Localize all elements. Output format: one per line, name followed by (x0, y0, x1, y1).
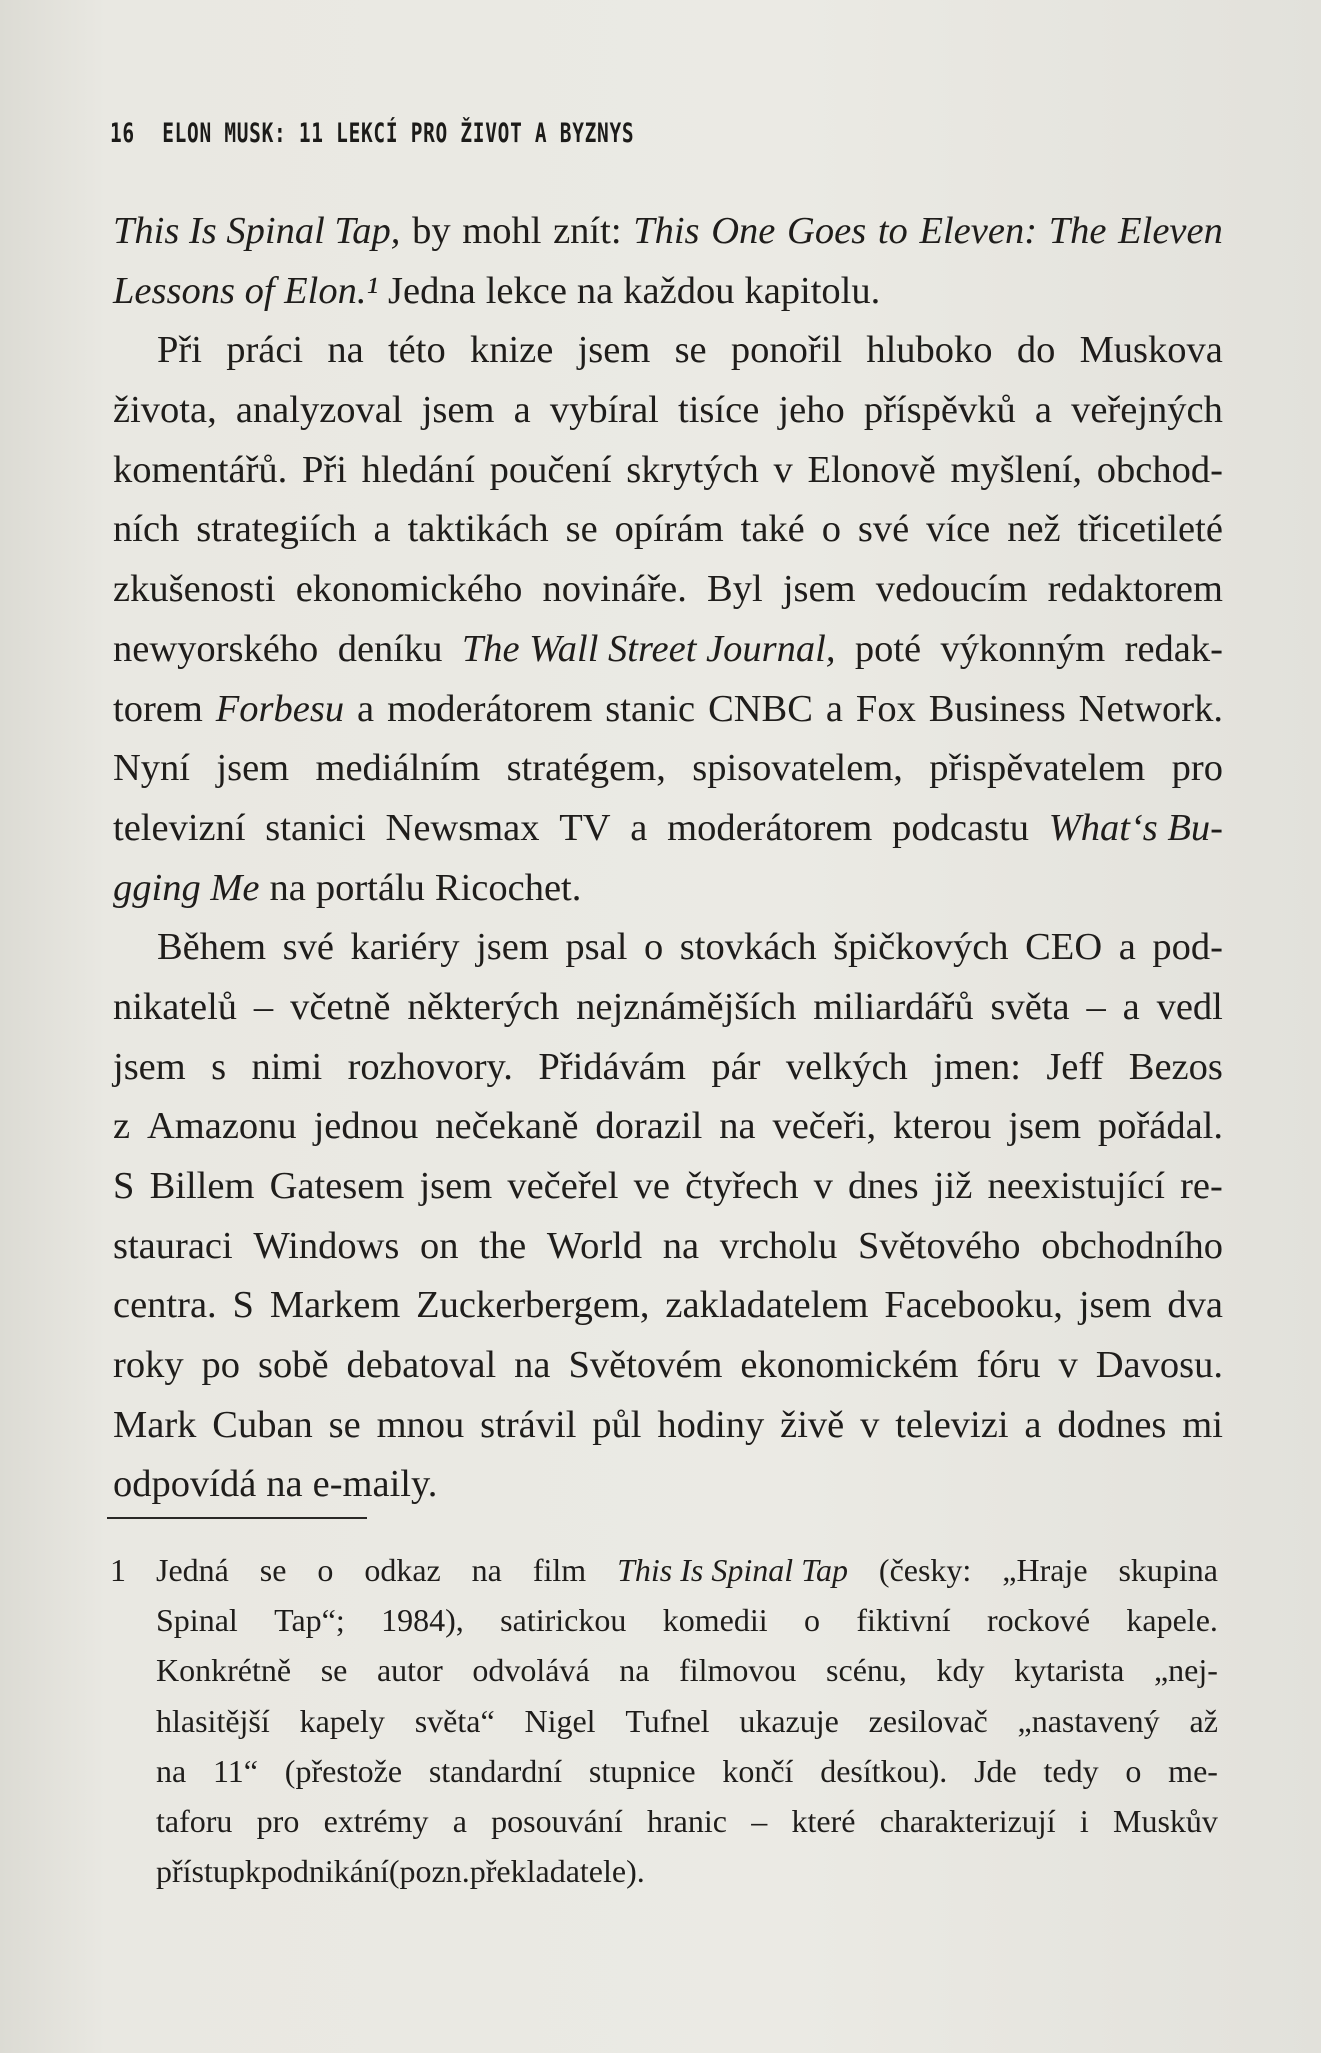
body-word: Forbesu (215, 687, 345, 730)
body-word: mohl (462, 210, 542, 252)
body-word: on (420, 1224, 459, 1267)
body-line (113, 1455, 1223, 1515)
body-word: pořádal. (1097, 1105, 1223, 1148)
body-word: e-maily. (312, 1463, 438, 1506)
footnote-word: komedii (662, 1602, 768, 1639)
body-word: S (232, 1284, 254, 1327)
body-word: jsem (113, 1045, 186, 1088)
footnote-word: Nigel (524, 1702, 596, 1739)
body-word: spisovatelem, (692, 747, 903, 790)
body-line (113, 262, 1223, 322)
body-word: Facebooku, (884, 1284, 1063, 1327)
body-word: veřejných (1071, 389, 1223, 432)
footnote-line (156, 1846, 1218, 1896)
body-word: Fox (855, 687, 916, 730)
body-word: pro (1171, 747, 1223, 790)
footnote-word: pro (256, 1802, 300, 1839)
body-word: taktikách (407, 508, 549, 551)
footnote-word: přístup (156, 1853, 245, 1890)
footnote-word: skupina (1118, 1552, 1218, 1588)
body-word: nejznámějších (576, 985, 797, 1028)
body-word: portálu (315, 866, 425, 909)
body-word: na (514, 1344, 551, 1387)
body-word: na (269, 866, 306, 909)
body-word: skrytých (626, 448, 759, 491)
footnote-word: hlasitější (156, 1702, 270, 1739)
body-word: stratégem, (506, 747, 666, 790)
footnote-word: – (751, 1802, 768, 1839)
body-word: hluboko (866, 329, 993, 372)
body-word: gging Me (113, 866, 260, 909)
body-word: stovkách (679, 926, 817, 969)
body-word: velkých (785, 1045, 908, 1088)
body-word: torem (113, 687, 203, 730)
body-word: práci (226, 329, 304, 372)
footnote-line (156, 1796, 1218, 1846)
body-word: neexistující (987, 1165, 1165, 1207)
body-line (113, 680, 1223, 740)
footnote-word: ukazuje (739, 1702, 839, 1739)
footnote-word: taforu (156, 1802, 233, 1839)
body-word: deníku (337, 627, 443, 670)
body-word: jsem (1008, 1105, 1082, 1148)
body-word: přispěvatelem (929, 747, 1146, 790)
body-word: The (1048, 210, 1107, 252)
body-word: hledání (361, 448, 475, 491)
body-word: dodnes (1057, 1403, 1167, 1446)
body-text (113, 202, 1223, 1515)
body-word: Amazonu (147, 1105, 297, 1148)
body-word: příspěvků (863, 389, 1016, 432)
body-word: ekonomického (295, 568, 523, 611)
body-word: CEO (1025, 926, 1103, 969)
footnote-word: Spinal (156, 1602, 238, 1639)
body-word: opírám (614, 508, 724, 551)
body-word: světa (990, 985, 1070, 1028)
body-word: Newsmax (385, 806, 540, 849)
body-word: a (1024, 1403, 1042, 1446)
body-word: What‘s Bu- (1048, 806, 1223, 849)
footnote-word: Tufnel (625, 1702, 710, 1739)
footnote-word: desítkou). (820, 1752, 948, 1789)
body-word: živě (780, 1403, 845, 1446)
footnote-word: světa“ (414, 1702, 495, 1739)
body-word: na (719, 1105, 756, 1148)
body-word: This (633, 210, 700, 252)
body-word: této (387, 329, 446, 372)
body-word: psal (565, 926, 628, 969)
body-word: na (662, 1224, 700, 1267)
body-word: v (813, 1165, 833, 1207)
body-word: fóru (976, 1344, 1041, 1387)
body-word: mnou (376, 1403, 465, 1446)
footnote-word: autor (376, 1652, 443, 1689)
body-word: na (266, 1463, 303, 1506)
body-word: Bezos (1128, 1045, 1223, 1088)
body-word: Jedna (388, 269, 476, 312)
body-line (113, 1157, 1223, 1217)
body-line (113, 1276, 1223, 1336)
footnote-word: me- (1168, 1752, 1218, 1789)
body-word: dnes (848, 1165, 919, 1207)
footnote-word: This Is Spinal Tap (617, 1552, 848, 1588)
body-word: Během (157, 926, 267, 969)
body-word: Muskova (1079, 329, 1223, 372)
body-word: CNBC (708, 687, 813, 730)
body-word: zkušenosti (113, 568, 276, 611)
body-word: než (1007, 508, 1061, 551)
body-line (113, 859, 1223, 919)
body-word: večeři, (772, 1105, 877, 1148)
body-word: z (113, 1105, 131, 1148)
body-word: včetně (290, 985, 391, 1028)
body-word: redak- (1124, 627, 1223, 670)
body-word: podcastu (892, 806, 1029, 849)
body-word: Při (301, 448, 347, 491)
body-word: v (860, 1403, 880, 1446)
body-word: vrcholu (719, 1224, 838, 1267)
body-word: Světového (858, 1224, 1021, 1267)
body-word: třicetileté (1077, 508, 1223, 551)
footnote-word: končí (722, 1752, 794, 1789)
footnote-word: o (803, 1602, 820, 1639)
footnote-word: Muskův (1113, 1802, 1218, 1839)
body-word: Markem (269, 1284, 401, 1327)
body-word: tisíce (678, 389, 760, 432)
body-word: Cuban (212, 1403, 313, 1446)
body-word: do (1016, 329, 1056, 372)
footnote-word: Jedná (156, 1552, 229, 1588)
body-word: to (877, 210, 908, 252)
body-word: Byl (707, 568, 763, 611)
footnote-word: zesilovač (868, 1702, 988, 1739)
footnote-word: tedy (1043, 1752, 1099, 1789)
footnote-word: k (244, 1853, 261, 1890)
body-word: Eleven: (919, 210, 1038, 252)
body-word: obchod- (1096, 448, 1223, 491)
body-line (113, 321, 1223, 381)
body-word: kariéry (350, 926, 460, 969)
body-word: jednou (313, 1105, 419, 1148)
footnote-word: na (471, 1552, 502, 1588)
body-word: na (327, 329, 364, 372)
body-word: se (565, 508, 598, 551)
footnote-word: i (1079, 1802, 1089, 1839)
body-word: půl (592, 1403, 642, 1446)
footnote-number: 1 (110, 1552, 126, 1588)
body-word: kterou (893, 1105, 992, 1148)
body-word: stauraci (113, 1224, 233, 1267)
body-word: redaktorem (1047, 568, 1223, 611)
footnote-word: Konkrétně (156, 1652, 292, 1689)
footnote-word: „nastavený (1017, 1702, 1160, 1739)
page-number: 16 (110, 118, 135, 149)
body-word: své (282, 926, 334, 969)
body-word: Eleven (1118, 210, 1223, 252)
footnote-word: až (1189, 1702, 1218, 1739)
footnote-line (156, 1696, 1218, 1746)
body-word: novináře. (542, 568, 687, 611)
body-word: TV (559, 806, 611, 849)
body-word: života, (113, 389, 217, 432)
body-word: Lessons of Elon.¹ (113, 269, 379, 312)
footnote-word: odvolává (472, 1652, 590, 1689)
body-word: Ricochet. (434, 866, 582, 909)
body-line (113, 500, 1223, 560)
footnote-line (156, 1645, 1218, 1695)
body-word: vedl (1156, 985, 1223, 1028)
body-word: dva (1167, 1284, 1223, 1327)
body-word: nikatelů (113, 985, 238, 1028)
body-word: Billem (149, 1165, 255, 1207)
body-word: výkonným (940, 627, 1106, 670)
body-word: čtyřech (685, 1165, 799, 1207)
body-word: jsem (1078, 1284, 1152, 1327)
body-word: Gatesem (269, 1165, 405, 1207)
body-word: knize (469, 329, 554, 372)
running-head (110, 118, 634, 149)
body-word: znít: (553, 210, 622, 252)
footnote-word: kytarista (1014, 1652, 1125, 1689)
body-word: a (630, 806, 648, 849)
body-word: nečekaně (435, 1105, 579, 1148)
body-word: se (674, 329, 707, 372)
body-word: Světovém (568, 1344, 723, 1387)
body-word: své (857, 508, 910, 551)
body-word: Windows (253, 1224, 400, 1267)
footnote-word: (přestože (284, 1752, 403, 1789)
body-word: the (479, 1224, 527, 1267)
body-line (113, 1217, 1223, 1277)
body-word: o (643, 926, 664, 969)
body-word: televizní (113, 806, 246, 849)
body-word: rozhovory. (347, 1045, 513, 1088)
body-word: debatoval (346, 1344, 497, 1387)
body-word: strávil (480, 1403, 577, 1446)
body-word: ekonomickém (740, 1344, 959, 1387)
body-word: obchodního (1041, 1224, 1223, 1267)
footnote-word: kdy (936, 1652, 985, 1689)
footnote-word: o (1125, 1752, 1142, 1789)
body-word: miliardářů (813, 985, 974, 1028)
footnote-word: film (532, 1552, 587, 1588)
body-word: o (821, 508, 841, 551)
footnote-word: a (452, 1802, 467, 1839)
body-word: This Is Spinal Tap, (113, 210, 401, 252)
body-word: Davosu. (1095, 1344, 1223, 1387)
body-word: Network. (1078, 687, 1223, 730)
footnote-word: extrémy (323, 1802, 429, 1839)
body-word: – (1086, 985, 1106, 1028)
body-word: lekce (485, 269, 567, 312)
footnote-word: rockové (986, 1602, 1091, 1639)
body-word: World (546, 1224, 643, 1267)
footnote-word: Tap“; (274, 1602, 345, 1639)
footnote-word: „Hraje (1002, 1552, 1088, 1588)
body-line (113, 978, 1223, 1038)
body-word: vybíral (549, 389, 659, 432)
body-word: sobě (257, 1344, 329, 1387)
body-word: jsem (782, 568, 856, 611)
body-line (113, 381, 1223, 441)
body-word: strategiích (196, 508, 357, 551)
body-line (113, 918, 1223, 978)
body-word: stanici (265, 806, 366, 849)
body-word: zakladatelem (665, 1284, 869, 1327)
footnote-word: podnikání (260, 1853, 389, 1890)
body-word: Jeff (1046, 1045, 1104, 1088)
footnote-word: kapely (299, 1702, 385, 1739)
footnote-word: „nej- (1153, 1652, 1218, 1689)
body-word: Mark (113, 1403, 197, 1446)
body-word: The Wall Street Journal, (461, 627, 836, 670)
body-word: a (373, 508, 391, 551)
body-word: Zuckerbergem, (416, 1284, 650, 1327)
body-word: nimi (251, 1045, 323, 1088)
footnote-word: scénu, (826, 1652, 907, 1689)
body-word: jmen: (933, 1045, 1021, 1088)
body-word: každou (623, 269, 735, 312)
footnote-word: překladatele). (469, 1853, 645, 1890)
body-line (113, 739, 1223, 799)
footnote-line (156, 1545, 1218, 1595)
body-word: ve (633, 1165, 670, 1207)
footnote-word: stupnice (588, 1752, 696, 1789)
body-word: newyorského (113, 627, 319, 670)
body-word: mediálním (315, 747, 481, 790)
footnote-word: posouvání (491, 1802, 623, 1839)
body-word: S (113, 1165, 135, 1207)
body-word: a (357, 687, 375, 730)
running-title: ELON MUSK: 11 LEKCÍ PRO ŽIVOT A BYZNYS (162, 118, 635, 149)
footnote-word: filmovou (679, 1652, 797, 1689)
body-word: a (825, 687, 843, 730)
body-word: kapitolu. (744, 269, 881, 312)
body-line (113, 799, 1223, 859)
footnote-word: na (156, 1752, 187, 1789)
body-word: moderátorem (387, 687, 593, 730)
body-word: v (773, 448, 793, 491)
body-word: dorazil (595, 1105, 703, 1148)
footnote-line (156, 1595, 1218, 1645)
body-word: Goes (787, 210, 867, 252)
body-word: mi (1182, 1403, 1223, 1446)
body-word: jsem (421, 389, 495, 432)
footnote-word: na (619, 1652, 650, 1689)
footnote-word: (česky: (878, 1552, 972, 1588)
body-line (113, 1097, 1223, 1157)
footnote-text (156, 1545, 1218, 1896)
body-word: odpovídá (113, 1463, 257, 1506)
footnote-word: kapele. (1126, 1602, 1218, 1639)
body-word: komentářů. (113, 448, 288, 491)
body-word: poučení (489, 448, 612, 491)
body-line (113, 202, 1223, 262)
body-line (113, 1038, 1223, 1098)
body-word: pod- (1152, 926, 1223, 969)
footnote-word: o (317, 1552, 334, 1588)
body-word: a (1118, 926, 1136, 969)
body-word: analyzoval (235, 389, 403, 432)
body-word: poté (854, 627, 922, 670)
body-word: vedoucím (875, 568, 1028, 611)
body-word: – (253, 985, 274, 1028)
body-word: by (412, 210, 451, 252)
body-line (113, 441, 1223, 501)
body-word: Při (157, 329, 202, 372)
body-word: a (1122, 985, 1140, 1028)
body-word: jsem (476, 926, 549, 969)
body-word: jsem (216, 747, 290, 790)
footnote-word: odkaz (364, 1552, 441, 1588)
footnote-word: se (259, 1552, 287, 1588)
footnote-word: (pozn. (388, 1853, 470, 1890)
body-word: v (1058, 1344, 1078, 1387)
body-word: a (1034, 389, 1052, 432)
body-word: televizi (895, 1403, 1009, 1446)
body-word: již (933, 1165, 973, 1207)
body-word: s (211, 1045, 227, 1088)
body-word: a (513, 389, 531, 432)
body-word: jsem (577, 329, 651, 372)
body-word: centra. (113, 1284, 217, 1327)
footnote-word: 1984), (381, 1602, 464, 1639)
body-word: více (926, 508, 991, 551)
body-word: na (576, 269, 614, 312)
footnote-word: které (791, 1802, 856, 1839)
footnote-word: Jde (974, 1752, 1017, 1789)
body-word: myšlení, (950, 448, 1083, 491)
body-word: roky (113, 1344, 184, 1387)
body-word: stanic (605, 687, 696, 730)
body-word: jeho (778, 389, 845, 432)
body-word: večeřel (507, 1165, 619, 1207)
footnote-word: satirickou (500, 1602, 627, 1639)
body-word: One (711, 210, 776, 252)
body-word: také (740, 508, 805, 551)
body-word: po (201, 1344, 241, 1387)
body-word: moderátorem (667, 806, 873, 849)
body-word: špičkových (833, 926, 1009, 969)
body-word: Nyní (113, 747, 190, 790)
body-word: Přidávám (538, 1045, 686, 1088)
body-line (113, 560, 1223, 620)
body-word: Elonově (807, 448, 936, 491)
body-word: ponořil (730, 329, 843, 372)
footnote-line (156, 1746, 1218, 1796)
body-word: se (328, 1403, 361, 1446)
footnote-word: standardní (428, 1752, 563, 1789)
footnote-word: se (320, 1652, 348, 1689)
body-word: re- (1180, 1165, 1223, 1207)
body-line (113, 1396, 1223, 1456)
footnote-separator (107, 1517, 367, 1519)
footnote-word: fiktivní (856, 1602, 951, 1639)
body-line (113, 620, 1223, 680)
body-word: jsem (419, 1165, 493, 1207)
body-word: pár (711, 1045, 761, 1088)
body-word: Business (928, 687, 1066, 730)
body-line (113, 1336, 1223, 1396)
body-word: ních (113, 508, 180, 551)
body-word: hodiny (657, 1403, 765, 1446)
footnote-word: 11“ (212, 1752, 258, 1789)
footnote-word: charakterizují (879, 1802, 1056, 1839)
body-word: některých (407, 985, 560, 1028)
footnote-word: hranic (646, 1802, 727, 1839)
